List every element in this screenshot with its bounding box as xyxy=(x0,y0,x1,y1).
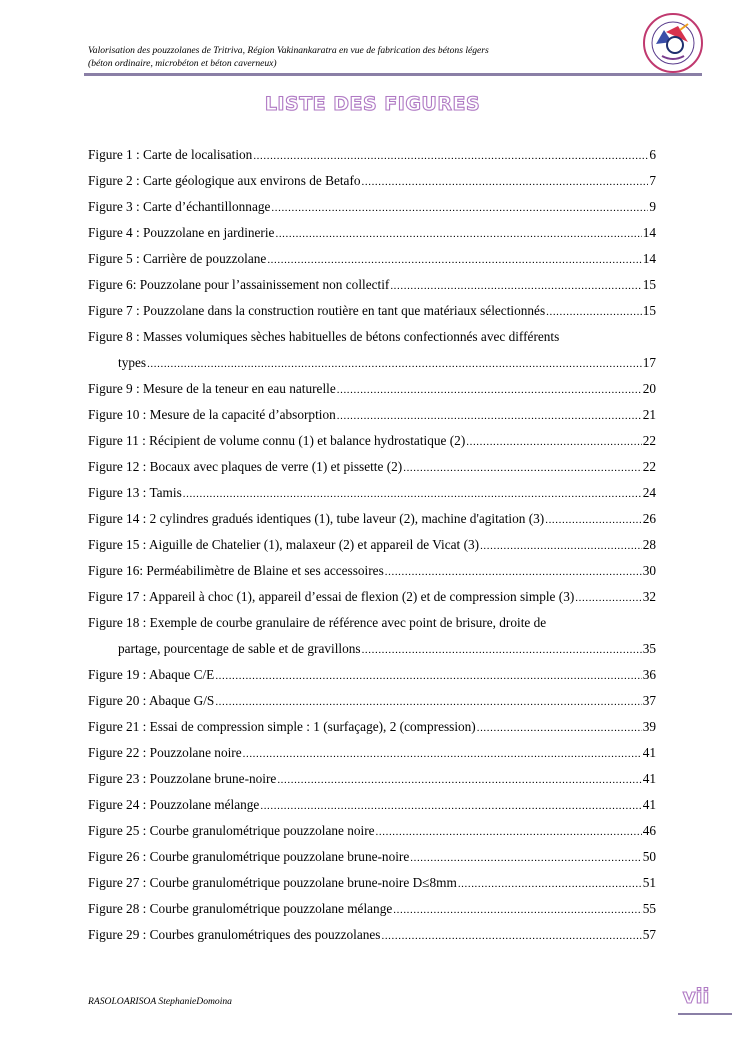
toc-entry[interactable] xyxy=(88,740,656,766)
toc-entry-label: Figure 13 : Tamis xyxy=(88,485,182,500)
toc-entry-page: 17 xyxy=(642,355,656,370)
toc-entry-page: 39 xyxy=(642,719,656,734)
toc-entry-label: Figure 24 : Pouzzolane mélange xyxy=(88,797,260,812)
dot-leader xyxy=(546,299,642,324)
toc-entry-page: 50 xyxy=(642,849,656,864)
toc-entry-label: Figure 18 : Exemple de courbe granulaire de référence avec point de brisure, droite de xyxy=(88,615,547,630)
toc-entry[interactable] xyxy=(88,688,656,714)
page-title: LISTE DES FIGURES xyxy=(264,93,481,115)
page-number: vii xyxy=(682,984,710,1008)
toc-entry[interactable] xyxy=(88,194,656,220)
toc-entry-label-continued: types xyxy=(118,355,147,370)
toc-entry[interactable] xyxy=(88,610,656,636)
header-rule xyxy=(84,73,702,76)
toc-entry-page: 36 xyxy=(642,667,656,682)
toc-entry[interactable] xyxy=(88,376,656,402)
dot-leader xyxy=(393,897,641,922)
toc-entry-page: 28 xyxy=(642,537,656,552)
dot-leader xyxy=(337,403,642,428)
dot-leader xyxy=(337,377,642,402)
header-line-1: Valorisation des pouzzolanes de Tritriva, Région Vakinankaratra en vue de fabrication des bétons légers xyxy=(88,45,489,56)
dot-leader xyxy=(575,585,641,610)
toc-entry[interactable] xyxy=(88,142,656,168)
toc-entry-label-continued: partage, pourcentage de sable et de gravillons xyxy=(118,641,361,656)
toc-entry-page: 30 xyxy=(642,563,656,578)
toc-entry[interactable] xyxy=(88,844,656,870)
toc-entry-label: Figure 22 : Pouzzolane noire xyxy=(88,745,242,760)
toc-entry-label: Figure 10 : Mesure de la capacité d’absorption xyxy=(88,407,336,422)
dot-leader xyxy=(480,533,642,558)
dot-leader xyxy=(267,247,641,272)
toc-entry[interactable] xyxy=(88,922,656,948)
toc-entry-label: Figure 1 : Carte de localisation xyxy=(88,147,253,162)
dot-leader xyxy=(253,143,648,168)
dot-leader xyxy=(403,455,641,480)
toc-entry[interactable] xyxy=(88,428,656,454)
dot-leader xyxy=(385,559,642,584)
toc-entry-label: Figure 11 : Récipient de volume connu (1) et balance hydrostatique (2) xyxy=(88,433,466,448)
dot-leader xyxy=(410,845,641,870)
toc-entry-label: Figure 26 : Courbe granulométrique pouzzolane brune-noire xyxy=(88,849,410,864)
toc-entry[interactable] xyxy=(88,402,656,428)
toc-entry[interactable] xyxy=(88,532,656,558)
toc-entry-label: Figure 7 : Pouzzolane dans la construction routière en tant que matériaux sélectionnés xyxy=(88,303,546,318)
toc-entry-label: Figure 16: Perméabilimètre de Blaine et ses accessoires xyxy=(88,563,384,578)
toc-entry[interactable] xyxy=(88,714,656,740)
toc-entry[interactable] xyxy=(88,870,656,896)
toc-entry-label: Figure 2 : Carte géologique aux environs de Betafo xyxy=(88,173,361,188)
toc-entry-label: Figure 17 : Appareil à choc (1), appareil d’essai de flexion (2) et de compression simple (3) xyxy=(88,589,575,604)
dot-leader xyxy=(275,221,641,246)
toc-entry-page: 32 xyxy=(642,589,656,604)
toc-entry-label: Figure 19 : Abaque C/E xyxy=(88,667,215,682)
toc-entry-page: 14 xyxy=(642,225,656,240)
toc-entry-page: 6 xyxy=(649,147,656,162)
toc-entry-page: 15 xyxy=(642,303,656,318)
dot-leader xyxy=(147,351,642,376)
dot-leader xyxy=(362,169,649,194)
list-of-figures xyxy=(88,142,656,948)
page-number-rule xyxy=(678,1013,732,1015)
toc-entry-label: Figure 8 : Masses volumiques sèches habituelles de bétons confectionnés avec différents xyxy=(88,329,560,344)
toc-entry-label: Figure 5 : Carrière de pouzzolane xyxy=(88,251,267,266)
toc-entry[interactable] xyxy=(88,272,656,298)
toc-entry-page: 51 xyxy=(642,875,656,890)
toc-entry-label: Figure 20 : Abaque G/S xyxy=(88,693,215,708)
toc-entry-label: Figure 27 : Courbe granulométrique pouzzolane brune-noire D≤8mm xyxy=(88,875,457,890)
toc-entry-page: 7 xyxy=(649,173,656,188)
header-line-2: (béton ordinaire, microbéton et béton caverneux) xyxy=(88,58,277,69)
toc-entry-label: Figure 23 : Pouzzolane brune-noire xyxy=(88,771,277,786)
toc-entry-label: Figure 14 : 2 cylindres gradués identiques (1), tube laveur (2), machine d'agitation (3) xyxy=(88,511,545,526)
dot-leader xyxy=(458,871,642,896)
toc-entry[interactable] xyxy=(88,584,656,610)
toc-entry-page: 14 xyxy=(642,251,656,266)
toc-entry[interactable] xyxy=(88,792,656,818)
toc-entry-page: 41 xyxy=(642,771,656,786)
toc-entry[interactable] xyxy=(88,558,656,584)
toc-entry[interactable] xyxy=(88,896,656,922)
dot-leader xyxy=(390,273,641,298)
toc-entry-page: 20 xyxy=(642,381,656,396)
dot-leader xyxy=(243,741,642,766)
toc-entry-page: 9 xyxy=(649,199,656,214)
toc-entry[interactable] xyxy=(88,324,656,350)
toc-entry[interactable] xyxy=(88,220,656,246)
toc-entry[interactable] xyxy=(88,506,656,532)
toc-entry-page: 41 xyxy=(642,745,656,760)
toc-entry-label: Figure 12 : Bocaux avec plaques de verre (1) et pissette (2) xyxy=(88,459,403,474)
toc-entry-page: 55 xyxy=(642,901,656,916)
dot-leader xyxy=(477,715,642,740)
toc-entry-page: 22 xyxy=(642,433,656,448)
dot-leader xyxy=(277,767,641,792)
footer-author: RASOLOARISOA StephanieDomoina xyxy=(88,996,232,1007)
toc-entry-label: Figure 6: Pouzzolane pour l’assainissement non collectif xyxy=(88,277,390,292)
toc-entry[interactable] xyxy=(88,298,656,324)
toc-entry-label: Figure 9 : Mesure de la teneur en eau naturelle xyxy=(88,381,336,396)
toc-entry-page: 24 xyxy=(642,485,656,500)
dot-leader xyxy=(362,637,642,662)
toc-entry-page: 41 xyxy=(642,797,656,812)
dot-leader xyxy=(376,819,642,844)
dot-leader xyxy=(381,923,641,948)
toc-entry-label: Figure 4 : Pouzzolane en jardinerie xyxy=(88,225,275,240)
toc-entry-page: 46 xyxy=(642,823,656,838)
toc-entry-label: Figure 3 : Carte d’échantillonnage xyxy=(88,199,271,214)
toc-entry-page: 15 xyxy=(642,277,656,292)
running-header xyxy=(88,44,633,70)
toc-entry-continuation[interactable] xyxy=(88,636,656,662)
toc-entry[interactable] xyxy=(88,662,656,688)
toc-entry-label: Figure 25 : Courbe granulométrique pouzzolane noire xyxy=(88,823,375,838)
toc-entry-page: 22 xyxy=(642,459,656,474)
toc-entry[interactable] xyxy=(88,480,656,506)
toc-entry-page: 21 xyxy=(642,407,656,422)
toc-entry-label: Figure 21 : Essai de compression simple : 1 (surfaçage), 2 (compression) xyxy=(88,719,476,734)
dot-leader xyxy=(215,663,641,688)
toc-entry[interactable] xyxy=(88,766,656,792)
dot-leader xyxy=(271,195,648,220)
dot-leader xyxy=(183,481,642,506)
toc-entry-label: Figure 29 : Courbes granulométriques des pouzzolanes xyxy=(88,927,381,942)
toc-entry-page: 26 xyxy=(642,511,656,526)
faculty-seal-logo xyxy=(642,12,704,74)
toc-entry[interactable] xyxy=(88,454,656,480)
dot-leader xyxy=(215,689,641,714)
dot-leader xyxy=(260,793,641,818)
toc-entry[interactable] xyxy=(88,168,656,194)
toc-entry[interactable] xyxy=(88,246,656,272)
toc-entry-page: 37 xyxy=(642,693,656,708)
dot-leader xyxy=(545,507,641,532)
toc-entry-page: 57 xyxy=(642,927,656,942)
toc-entry-label: Figure 15 : Aiguille de Chatelier (1), malaxeur (2) et appareil de Vicat (3) xyxy=(88,537,480,552)
dot-leader xyxy=(466,429,641,454)
toc-entry-page: 35 xyxy=(642,641,656,656)
toc-entry-continuation[interactable] xyxy=(88,350,656,376)
toc-entry[interactable] xyxy=(88,818,656,844)
toc-entry-label: Figure 28 : Courbe granulométrique pouzzolane mélange xyxy=(88,901,393,916)
